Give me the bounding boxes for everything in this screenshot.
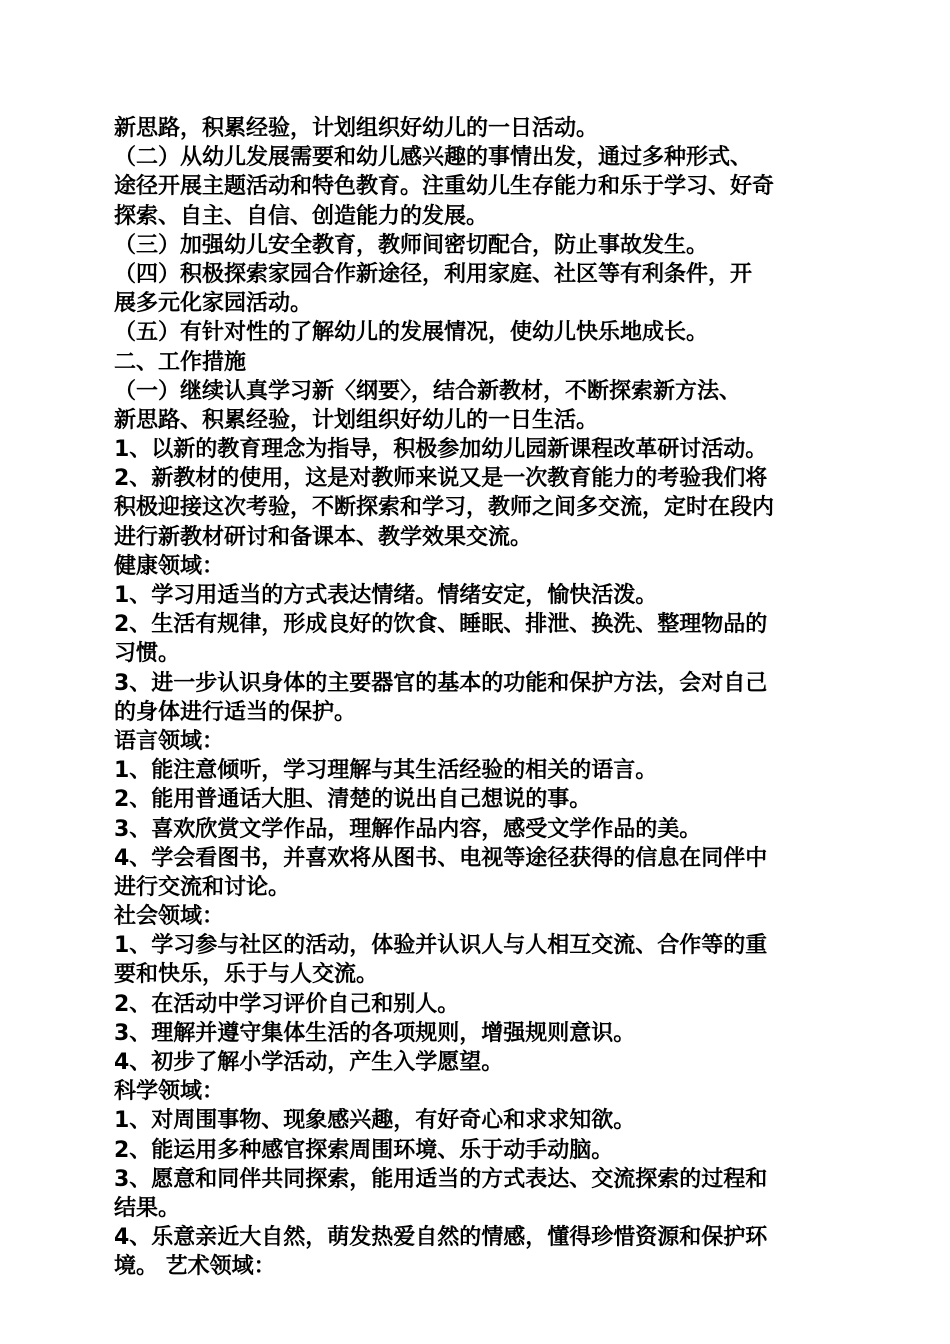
text-line: 途径开展主题活动和特色教育。注重幼儿生存能力和乐于学习、好奇 <box>114 174 775 200</box>
text-line: 展多元化家园活动。 <box>114 291 313 317</box>
text-line: 4、初步了解小学活动，产生入学愿望。 <box>114 1050 504 1075</box>
text-line: 科学领域： <box>114 1079 225 1105</box>
text-line: 进行交流和讨论。 <box>114 874 291 900</box>
text-line: 2、能运用多种感官探索周围环境、乐于动手动脑。 <box>114 1137 614 1163</box>
text-line: （五）有针对性的了解幼儿的发展情况，使幼儿快乐地成长。 <box>114 320 709 346</box>
text-line: 1、学习用适当的方式表达情绪。情绪安定，愉快活泼。 <box>114 583 658 608</box>
text-line: 2、生活有规律，形成良好的饮食、睡眠、排泄、换洗、整理物品的 <box>114 612 768 638</box>
text-line: 4、学会看图书，并喜欢将从图书、电视等途径获得的信息在同伴中 <box>114 845 768 871</box>
text-line: 二、工作措施 <box>114 349 247 375</box>
text-line: （二）从幼儿发展需要和幼儿感兴趣的事情出发，通过多种形式、 <box>114 145 753 171</box>
text-line: 健康领域： <box>114 553 225 579</box>
text-line: 习惯。 <box>114 641 181 667</box>
text-line: 的身体进行适当的保护。 <box>114 699 357 725</box>
text-line: 境。 艺术领域： <box>114 1254 276 1280</box>
text-line: 3、愿意和同伴共同探索，能用适当的方式表达、交流探索的过程和 <box>114 1166 768 1192</box>
text-line: （四）积极探索家园合作新途径，利用家庭、社区等有利条件，开 <box>114 261 753 287</box>
text-line: 1、以新的教育理念为指导，积极参加幼儿园新课程改革研讨活动。 <box>114 437 768 463</box>
text-line: 语言领域： <box>114 728 225 754</box>
text-line: 进行新教材研讨和备课本、教学效果交流。 <box>114 524 533 550</box>
text-line: 1、能注意倾听，学习理解与其生活经验的相关的语言。 <box>114 758 658 784</box>
text-line: 要和快乐，乐于与人交流。 <box>114 962 379 988</box>
text-line: 4、乐意亲近大自然，萌发热爱自然的情感，懂得珍惜资源和保护环 <box>114 1225 768 1251</box>
text-line: 2、在活动中学习评价自己和别人。 <box>114 991 460 1017</box>
text-line: 结果。 <box>114 1195 181 1221</box>
text-line: 1、对周围事物、现象感兴趣，有好奇心和求求知欲。 <box>114 1108 636 1134</box>
text-line: （三）加强幼儿安全教育，教师间密切配合，防止事故发生。 <box>114 232 709 258</box>
text-line: 新思路，积累经验，计划组织好幼儿的一日活动。 <box>114 116 599 141</box>
text-line: 1、学习参与社区的活动，体验并认识人与人相互交流、合作等的重 <box>114 933 768 959</box>
text-line: 探索、自主、自信、创造能力的发展。 <box>114 203 489 229</box>
text-line: 3、理解并遵守集体生活的各项规则，增强规则意识。 <box>114 1020 636 1046</box>
text-line: 社会领域： <box>114 904 225 930</box>
text-line: 积极迎接这次考验，不断探索和学习，教师之间多交流，定时在段内 <box>114 495 775 521</box>
text-line: 2、新教材的使用，这是对教师来说又是一次教育能力的考验我们将 <box>114 466 768 492</box>
text-line: 2、能用普通话大胆、清楚的说出自己想说的事。 <box>114 787 592 813</box>
text-line: 3、喜欢欣赏文学作品，理解作品内容，感受文学作品的美。 <box>114 816 702 842</box>
text-line: （一）继续认真学习新〈纲要〉，结合新教材，不断探索新方法、 <box>114 378 742 404</box>
text-line: 3、进一步认识身体的主要器官的基本的功能和保护方法，会对自己 <box>114 670 768 696</box>
text-line: 新思路、积累经验，计划组织好幼儿的一日生活。 <box>114 407 599 433</box>
document-body <box>114 114 838 1282</box>
